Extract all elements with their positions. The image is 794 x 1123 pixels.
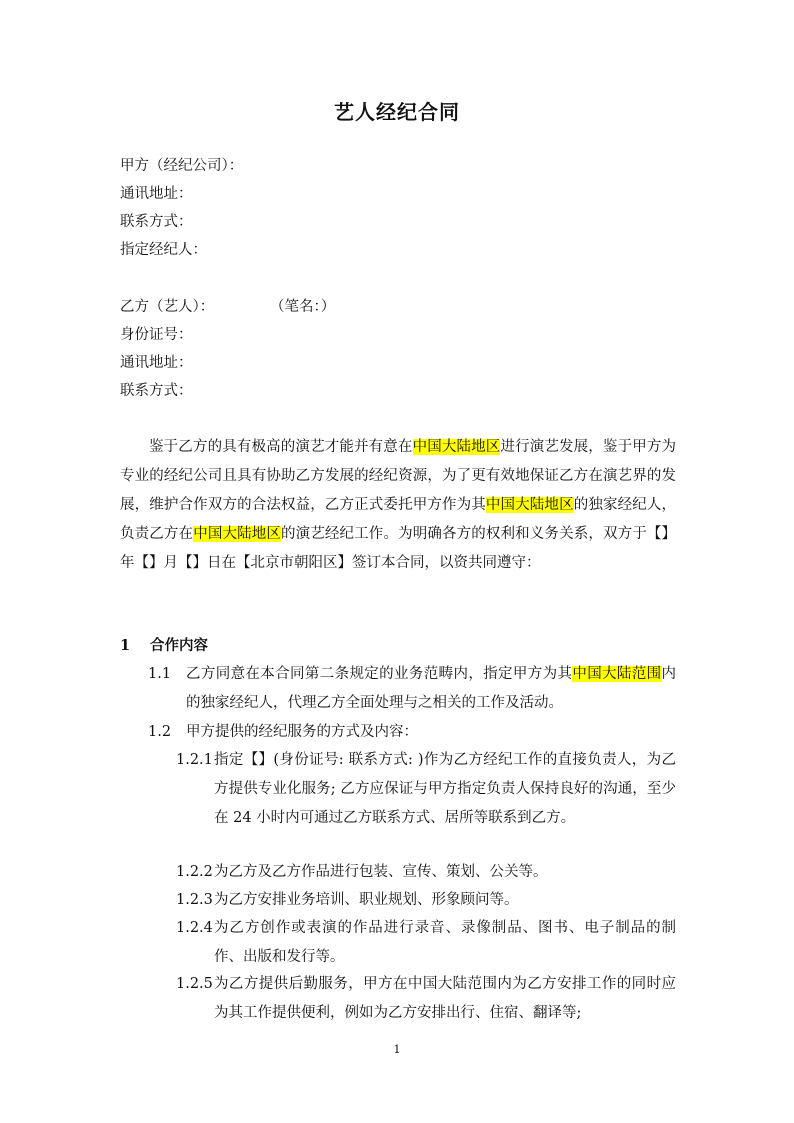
preamble-highlight-3: 中国大陆地区 xyxy=(193,526,281,542)
clause-1-2-2 xyxy=(176,858,676,887)
clause-1-2-4-text: 为乙方创作或表演的作品进行录音、录像制品、图书、电子制品的制作、出版和发行等。 xyxy=(214,920,676,965)
party-a-contact-label: 联系方式： xyxy=(120,214,193,230)
clause-1-1-body xyxy=(186,660,676,718)
preamble-text-2: 进行演艺发展，鉴于甲方为专业的经纪公司且具有协助乙方发展的经纪资源，为了更有效地保证乙方在演艺界的发展，维护合作双方的合法权益，乙方正式委托甲方作为其 xyxy=(120,439,677,513)
preamble-text-3: 的独家经纪人，负责乙方在 xyxy=(120,497,677,542)
page-number: 1 xyxy=(393,1043,401,1056)
section-1-heading xyxy=(120,636,208,656)
party-b-pen-name-label: （笔名：） xyxy=(270,299,336,315)
clause-1-2 xyxy=(148,718,676,747)
section-1-title: 合作内容 xyxy=(150,637,208,654)
clause-1-2-5-number: 1.2.5 xyxy=(176,976,213,992)
section-1-number: 1 xyxy=(120,637,131,654)
preamble-paragraph xyxy=(120,433,676,578)
party-b-contact-label: 联系方式： xyxy=(120,383,193,399)
clause-1-2-1-text: 指定【】(身份证号: 联系方式: )作为乙方经纪工作的直接负责人，为乙方提供专业化服务; 乙方应保证与甲方指定负责人保持良好的沟通，至少在 24 小时内可通过乙方联系方式、居所等联系到乙方。 xyxy=(214,752,676,826)
clause-1-2-2-number: 1.2.2 xyxy=(176,864,213,880)
clause-1-1-highlight: 中国大陆范围 xyxy=(572,666,662,682)
clause-1-2-1 xyxy=(176,746,676,833)
party-a-agent-label: 指定经纪人： xyxy=(120,242,207,258)
clause-1-1-number: 1.1 xyxy=(148,666,172,682)
party-a-name-label: 甲方（经纪公司）： xyxy=(120,158,244,174)
preamble-highlight-1: 中国大陆地区 xyxy=(412,439,501,455)
clause-1-2-4 xyxy=(176,914,676,972)
clause-1-2-3-number: 1.2.3 xyxy=(176,892,213,908)
party-b-id-label: 身份证号： xyxy=(120,327,193,343)
clause-1-2-2-text: 为乙方及乙方作品进行包装、宣传、策划、公关等。 xyxy=(214,864,548,880)
clause-1-1-text-2: 内的独家经纪人，代理乙方全面处理与之相关的工作及活动。 xyxy=(186,666,676,711)
clause-1-2-1-number: 1.2.1 xyxy=(176,752,213,768)
clause-1-2-text: 甲方提供的经纪服务的方式及内容： xyxy=(186,724,418,740)
party-a-address-label: 通讯地址： xyxy=(120,186,193,202)
clause-1-2-number: 1.2 xyxy=(148,724,172,740)
clause-1-1 xyxy=(148,660,676,718)
party-b-address-label: 通讯地址： xyxy=(120,355,193,371)
preamble-text-1: 鉴于乙方的具有极高的演艺才能并有意在 xyxy=(149,439,413,455)
clause-1-2-5 xyxy=(176,970,676,1028)
preamble-text-4: 的演艺经纪工作。为明确各方的权利和义务关系，双方于【】年【】月【】日在【北京市朝阳区】签订本合同，以资共同遵守： xyxy=(120,526,677,571)
party-b-name-label: 乙方（艺人）： xyxy=(120,299,215,315)
clause-1-2-5-text: 为乙方提供后勤服务，甲方在中国大陆范围内为乙方安排工作的同时应为其工作提供便利，例如为乙方安排出行、住宿、翻译等; xyxy=(214,976,676,1021)
document-title: 艺人经纪合同 xyxy=(334,100,460,124)
clause-1-2-3-text: 为乙方安排业务培训、职业规划、形象顾问等。 xyxy=(214,892,519,908)
clause-1-2-4-number: 1.2.4 xyxy=(176,920,213,936)
clause-1-2-3 xyxy=(176,886,676,915)
preamble-highlight-2: 中国大陆地区 xyxy=(485,497,574,513)
clause-1-1-text-1: 乙方同意在本合同第二条规定的业务范畴内，指定甲方为其 xyxy=(186,666,573,682)
